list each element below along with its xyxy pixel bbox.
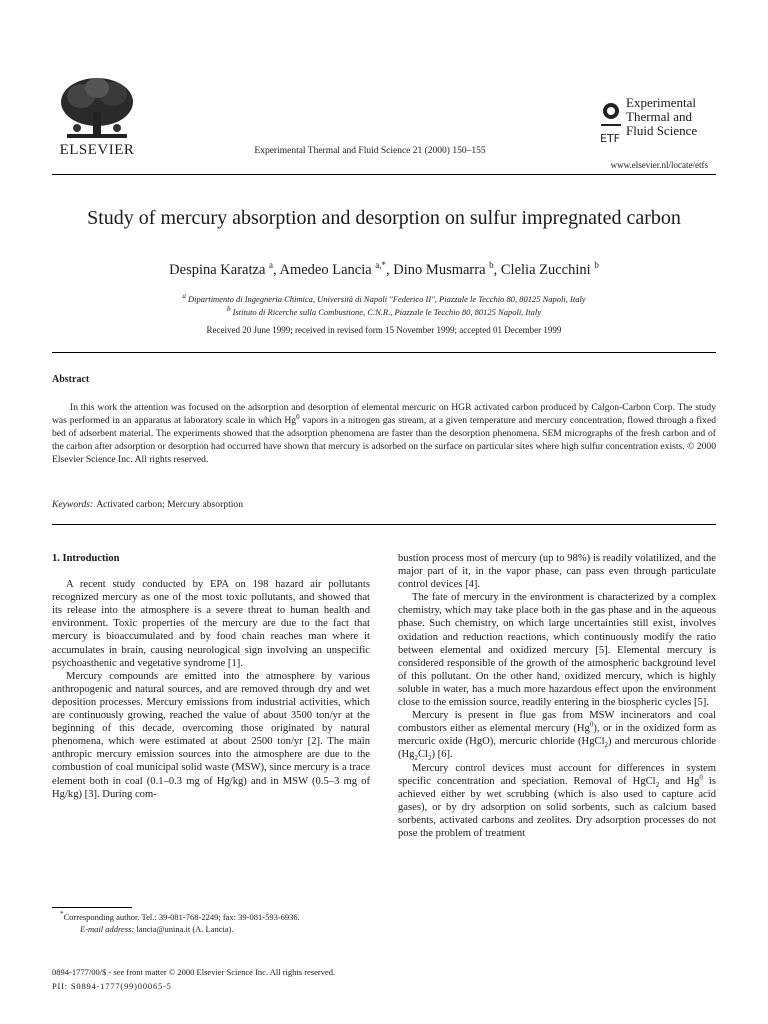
header-divider xyxy=(52,174,716,175)
article-title: Study of mercury absorption and desorption on sulfur impregnated carbon xyxy=(87,207,681,229)
journal-reference: Experimental Thermal and Fluid Science 21 (2000) 150–155 xyxy=(254,146,486,156)
journal-abbrev: ETF xyxy=(600,132,620,145)
pii-line: PII: S0894-1777(99)00065-5 xyxy=(52,981,172,991)
paragraph: The fate of mercury in the environment is characterized by a complex chemistry, which may take place both in the gas phase and in the aqueous phase. Such chemistry, on which large uncertainties still exist, involves oxidation and reduction reactions, which continuously modify the ratio between elemental and oxidized mercury [5]. Elemental mercury is considered responsible of the growth of the atmospheric background level of this pollutant. On the other hand, oxidized mercury, which is highly soluble in water, has a much more hazardous effect upon the environment close to the emission source, readily entering in the biospheric cycles [5]. xyxy=(398,592,716,709)
etf-journal-mark-icon xyxy=(598,98,624,148)
paragraph: bustion process most of mercury (up to 98%) is readily volatilized, and the major part of it, in the vapor phase, can pass even through particulate control devices [4]. xyxy=(398,553,716,591)
email-link[interactable]: lancia@unina.it (A. Lancia). xyxy=(136,924,234,934)
abstract-text: In this work the attention was focused on the adsorption and desorption of elemental mercuric on HGR activated carbon produced by Calgon-Carbon Corp. The study was performed in an apparatus at laboratory scale in which Hg$^0$ vapors in a nitrogen gas stream, at a given temperature and mercury concentration, flowed through a fixed bed of adsorbent material. The experiments showed that the adsorption phenomena are faster than the desorption phenomena. SEM micrographs of the fresh carbon and of the carbon after adsorption or desorption had occurred have shown that mercury is adsorbed on the surface on particular sites where high sulfur concentration exists. © 2000 Elsevier Science Inc. All rights reserved. xyxy=(52,402,716,465)
footnote-divider xyxy=(52,907,132,908)
elsevier-logo xyxy=(52,76,142,159)
affiliation: $^a$ Dipartimento di Ingegneria Chimica, Università di Napoli "Federico II", Piazzale le Tecchio 80, 80125 Napoli, Italy xyxy=(182,292,586,304)
journal-url-link[interactable]: www.elsevier.nl/locate/etfs xyxy=(610,160,708,170)
divider xyxy=(52,352,716,353)
paragraph: A recent study conducted by EPA on 198 hazard air pollutants recognized mercury as one of the most toxic pollutants, and showed that its release into the atmosphere is a severe threat to human health and environment. Toxic properties of the mercury are due to the fact that mercury is bioaccumulated and by food chain reaches man where it accumulates in brain, causing neurological sign involving an unspecific psychoasthenic and vegetative syndrome [1]. xyxy=(52,579,370,669)
section-heading: 1. Introduction xyxy=(52,553,120,564)
received-dates: Received 20 June 1999; received in revised form 15 November 1999; accepted 01 December 1999 xyxy=(206,325,562,335)
paragraph: Mercury compounds are emitted into the atmosphere by various anthropogenic and natural sources, and are removed through dry and wet deposition processes. Mercury emissions from industrial activities, which are continuously growing, reached the value of about 3500 ton/yr at the beginning of this decade, overcoming those originated by natural phenomena, which were estimated at about 2500 ton/yr [2]. The main anthropic mercury emission sources into the atmosphere are due to the combustion of coal municipal solid waste (MSW), since mercury is a trace element both in coal (0.1–0.3 mg of Hg/kg) and in MSW (0.5–3 mg of Hg/kg) [3]. During com- xyxy=(52,670,370,800)
footnote: *Corresponding author. Tel.: 39-081-768-2249; fax: 39-081-593-6936. E-mail address: lancia@unina.it (A. Lancia). xyxy=(60,910,300,934)
elsevier-tree-logo-icon xyxy=(57,76,137,144)
publisher-name: ELSEVIER xyxy=(59,142,135,158)
author-name: Dino Musmarra xyxy=(393,262,486,278)
keywords xyxy=(52,499,243,510)
body-column-left xyxy=(52,552,370,801)
author-name: Amedeo Lancia xyxy=(279,262,372,278)
issn-line: 0894-1777/00/$ - see front matter © 2000 Elsevier Science Inc. All rights reserved. xyxy=(52,967,336,977)
divider xyxy=(52,524,716,525)
journal-name: Experimental Thermal and Fluid Science xyxy=(626,95,698,138)
paragraph: Mercury control devices must account for differences in system specific concentration and speciation. Removal of HgCl$_2$ and Hg$^0$ is achieved either by wet scrubbing (which is also used to capture acid gases), or by dry adsorption on solid sorbents, such as calcium based sorbents, activated carbons and zeolites. Dry adsorption processes do not pose the problem of treatment xyxy=(398,762,716,839)
keywords-label: Keywords: xyxy=(52,499,94,510)
author-name: Despina Karatza xyxy=(169,262,266,278)
affiliation: $^b$ Istituto di Ricerche sulla Combustione, C.N.R., Piazzale le Tecchio 80, 80125 Napoli, Italy xyxy=(226,305,542,317)
paragraph: Mercury is present in flue gas from MSW incinerators and coal combustors either as elemental mercury (Hg$^0$), or in the oxidized form as mercuric oxide (HgO), mercuric chloride (HgCl$_2$) and mercurous chloride $(Hg_2Cl_2)$ [6]. xyxy=(398,710,716,763)
body-column-right xyxy=(398,552,716,840)
abstract-heading: Abstract xyxy=(52,374,90,385)
keywords-value: Activated carbon; Mercury absorption xyxy=(96,499,244,510)
author-list: Despina Karatza $^a$, Amedeo Lancia $^{a,*}$, Dino Musmarra $^b$, Clelia Zucchini $^b$ xyxy=(169,260,599,278)
author-name: Clelia Zucchini xyxy=(500,262,591,278)
